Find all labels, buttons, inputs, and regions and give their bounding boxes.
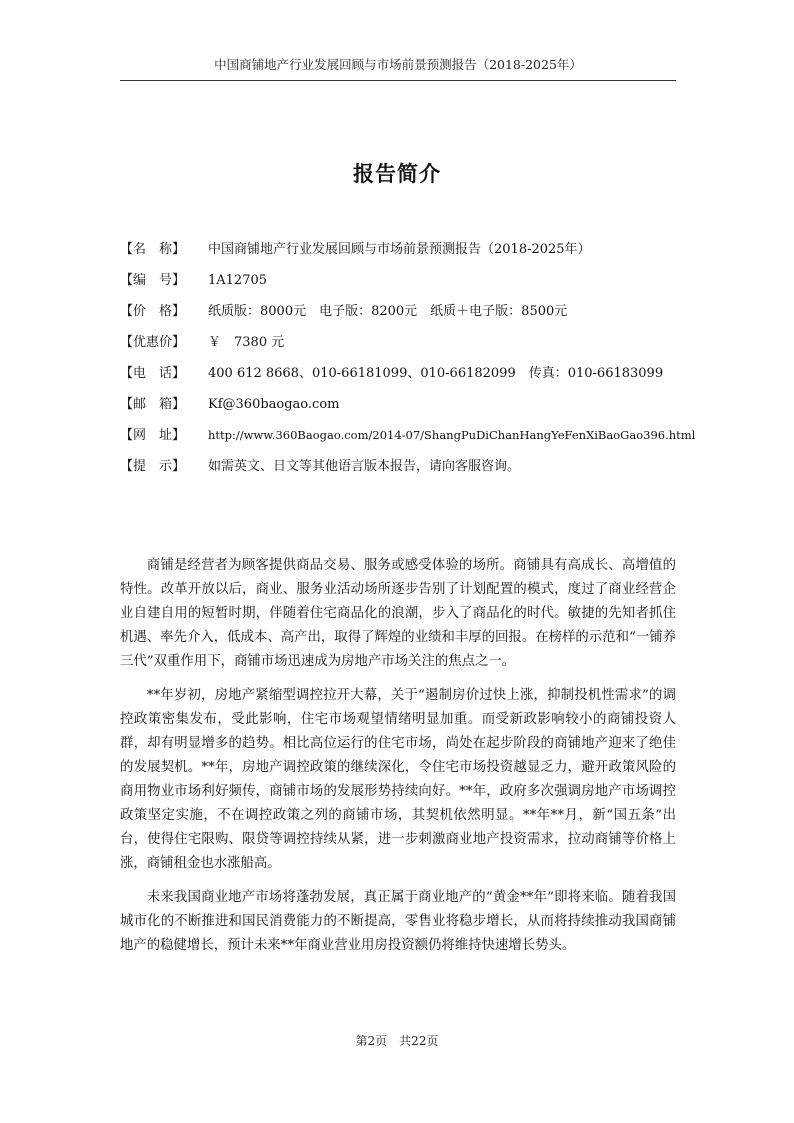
- info-row-url: [120, 420, 720, 451]
- price-value: 纸质版：8000元 电子版：8200元 纸质＋电子版：8500元: [208, 304, 568, 319]
- info-label: 【价 格】: [120, 304, 186, 319]
- info-label: 【电 话】: [120, 366, 186, 381]
- info-label: 【编 号】: [120, 273, 186, 288]
- page-number: 第2页 共22页: [355, 1034, 439, 1048]
- info-row-email: [120, 389, 720, 420]
- info-label: 【名 称】: [120, 242, 186, 257]
- report-id-value: 1A12705: [208, 273, 268, 288]
- info-label: 【邮 箱】: [120, 397, 186, 412]
- page-title: 报告简介: [353, 162, 441, 186]
- info-row-id: [120, 265, 720, 296]
- report-summary: [120, 554, 676, 968]
- info-row-phone: [120, 358, 720, 389]
- email-link[interactable]: Kf@360baogao.com: [208, 397, 340, 412]
- summary-paragraph: **年岁初，房地产紧缩型调控拉开大幕，关于“遏制房价过快上涨，抑制投机性需求”的调控政策密集发布，受此影响，住宅市场观望情绪明显加重。而受新政影响较小的商铺投资人群，却有明显增多的趋势。相比高位运行的住宅市场，尚处在起步阶段的商铺地产迎来了绝佳的发展契机。**年，房地产调控政策的继续深化，令住宅市场投资越显乏力，避开政策风险的商用物业市场利好频传，商铺市场的发展形势持续向好。**年，政府多次强调房地产市场调控政策坚定实施，不在调控政策之列的商铺市场，其契机依然明显。**年**月，新“国五条”出台，使得住宅限购、限贷等调控持续从紧，进一步刺激商业地产投资需求，拉动商铺等价格上涨，商铺租金也水涨船高。: [120, 688, 676, 871]
- info-row-discount: [120, 327, 720, 358]
- website-link[interactable]: http://www.360Baogao.com/2014-07/ShangPuDiChanHangYeFenXiBaoGao396.html: [208, 428, 696, 442]
- info-label: 【优惠价】: [120, 335, 186, 350]
- summary-paragraph: 商铺是经营者为顾客提供商品交易、服务或感受体验的场所。商铺具有高成长、高增值的特性。改革开放以后，商业、服务业活动场所逐步告别了计划配置的模式，度过了商业经营企业自建自用的短暂时期，伴随着住宅商品化的浪潮，步入了商品化的时代。敏捷的先知者抓住机遇、率先介入，低成本、高产出，取得了辉煌的业绩和丰厚的回报。在榜样的示范和“一铺养三代”双重作用下，商铺市场迅速成为房地产市场关注的焦点之一。: [120, 558, 676, 669]
- phone-value: 400 612 8668、010-66181099、010-66182099 传真：010-66183099: [208, 366, 664, 381]
- info-label: 【网 址】: [120, 428, 186, 443]
- report-info-table: [120, 234, 720, 482]
- report-name-value: 中国商铺地产行业发展回顾与市场前景预测报告（2018-2025年）: [208, 242, 591, 257]
- note-value: 如需英文、日文等其他语言版本报告，请向客服咨询。: [208, 459, 521, 474]
- info-row-name: [120, 234, 720, 265]
- info-row-note: [120, 451, 720, 482]
- summary-paragraph: 未来我国商业地产市场将蓬勃发展，真正属于商业地产的“黄金**年”即将来临。随着我国城市化的不断推进和国民消费能力的不断提高，零售业将稳步增长，从而将持续推动我国商铺地产的稳健增长，预计未来**年商业营业用房投资额仍将维持快速增长势头。: [120, 890, 676, 953]
- info-label: 【提 示】: [120, 459, 186, 474]
- discount-price-value: ￥ 7380 元: [208, 335, 285, 350]
- running-header: 中国商铺地产行业发展回顾与市场前景预测报告（2018-2025年）: [120, 56, 676, 81]
- info-row-price: [120, 296, 720, 327]
